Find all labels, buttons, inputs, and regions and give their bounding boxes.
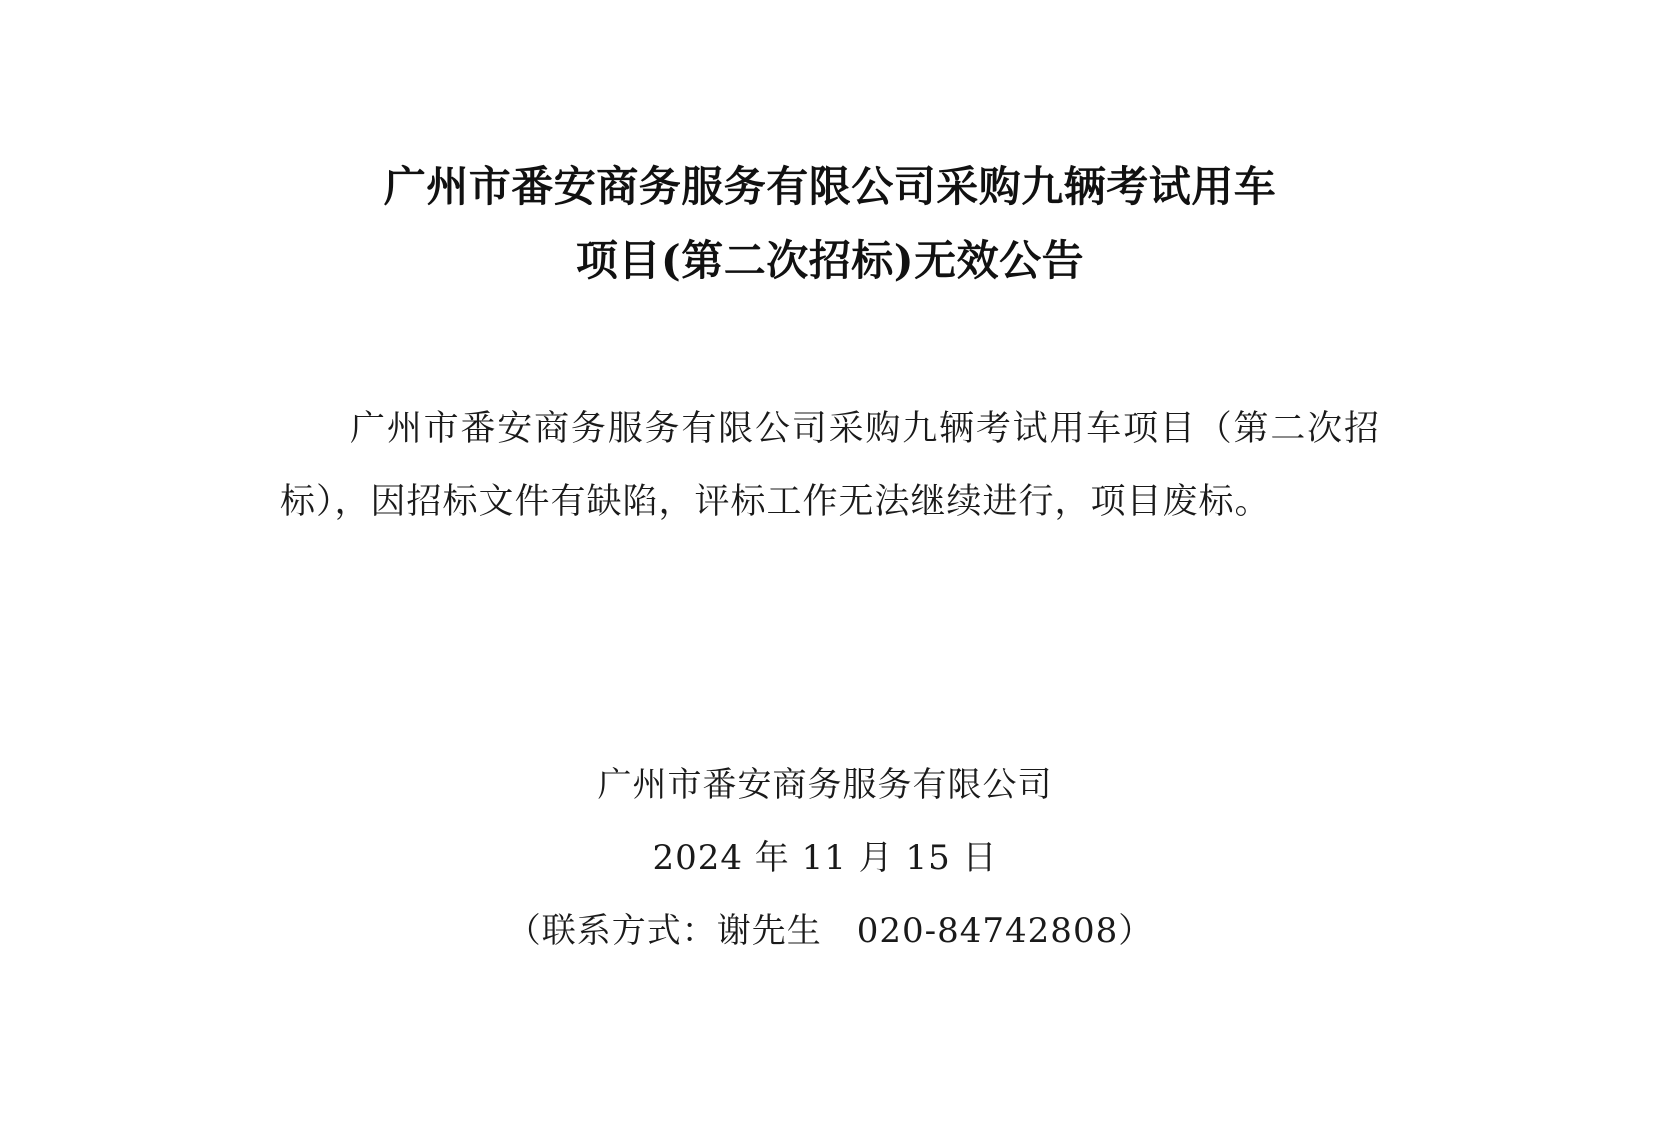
signature-date: 2024 年 11 月 15 日: [652, 837, 998, 878]
signature-contact: （联系方式：谢先生 020-84742808）: [506, 910, 1154, 951]
signature-organization: 广州市番安商务服务有限公司: [597, 764, 1053, 805]
page-title: [280, 150, 1380, 297]
signature-block: [280, 749, 1380, 968]
page-title-line-2: 项目(第二次招标)无效公告: [575, 235, 1085, 285]
document-content: [280, 0, 1380, 968]
page-title-line-1: 广州市番安商务服务有限公司采购九辆考试用车: [383, 162, 1277, 211]
announcement-paragraph: 广州市番安商务服务有限公司采购九辆考试用车项目（第二次招标），因招标文件有缺陷，评标工作无法继续进行，项目废标。: [280, 409, 1380, 522]
